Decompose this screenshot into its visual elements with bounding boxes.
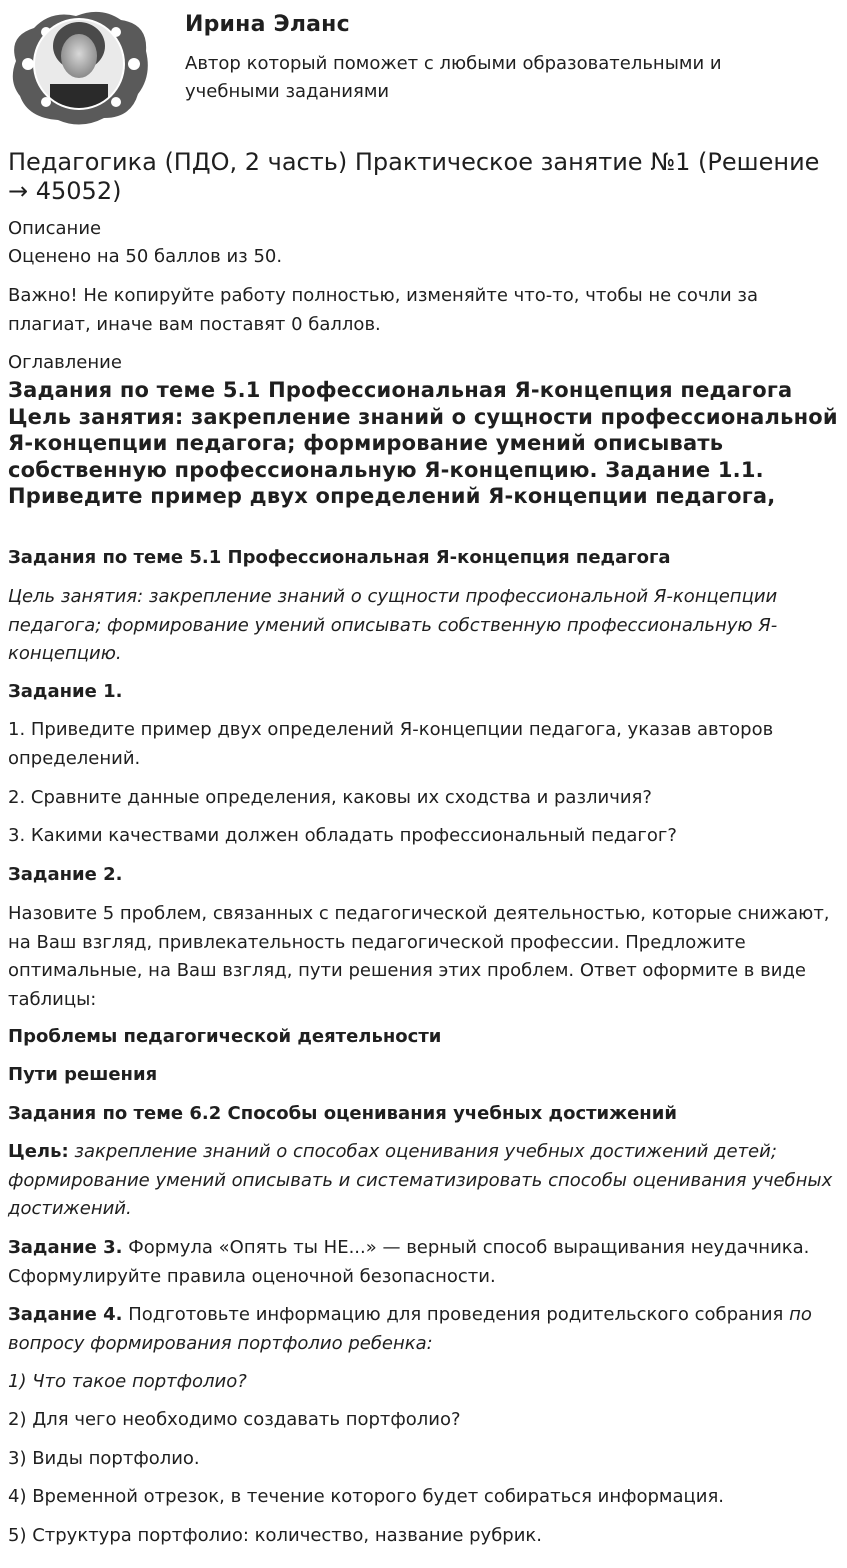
task1-label: Задание 1. <box>8 681 123 702</box>
task2-label: Задание 2. <box>8 864 123 885</box>
task4-italic: по вопросу формирования портфолио ребенка: <box>8 1304 812 1354</box>
task2-text: Назовите 5 проблем, связанных с педагогической деятельностью, которые снижают, на Ваш взгляд, привлекательность педагогической профессии. Предложите оптимальные, на Ваш взгляд, пути решения этих проблем. Ответ оформите в виде таблицы: <box>8 903 830 1010</box>
task3 <box>8 1234 833 1291</box>
task3-text: Формула «Опять ты НЕ...» — верный способ выращивания неудачника. Сформулируйте правила оценочной безопасности. <box>8 1237 810 1287</box>
list-item-3: 3) Виды портфолио. <box>8 1448 200 1469</box>
task4-label: Задание 4. <box>8 1304 123 1325</box>
description-label: Описание <box>8 218 102 239</box>
author-card <box>0 0 847 140</box>
task1-item-1: 1. Приведите пример двух определений Я-концепции педагога, указав авторов определений. <box>8 719 774 769</box>
warning-text: Важно! Не копируйте работу полностью, изменяйте что-то, чтобы не сочли за плагиат, иначе вам поставят 0 баллов. <box>8 285 759 335</box>
task1-item-3: 3. Какими качествами должен обладать профессиональный педагог? <box>8 825 677 846</box>
toc-heading: Задания по теме 5.1 Профессиональная Я-концепция педагога Цель занятия: закрепление знаний о сущности профессиональной Я-концепции педагога; формирование умений описывать собственную профессиональную Я-концепцию. Задание 1.1. Приведите пример двух определений Я-концепции педагога, <box>8 378 838 508</box>
topic2-heading: Задания по теме 6.2 Способы оценивания учебных достижений <box>8 1103 677 1124</box>
topic2-goal-label: Цель: <box>8 1141 69 1162</box>
task3-label: Задание 3. <box>8 1237 123 1258</box>
page-title: Педагогика (ПДО, 2 часть) Практическое занятие №1 (Решение → 45052) <box>8 148 820 205</box>
task1-item-2: 2. Сравните данные определения, каковы их сходства и различия? <box>8 787 652 808</box>
author-description: Автор который поможет с любыми образовательными и учебными заданиями <box>185 53 722 102</box>
score-text: Оценено на 50 баллов из 50. <box>8 246 283 267</box>
task4 <box>8 1301 833 1358</box>
topic2-goal-text: закрепление знаний о способах оценивания учебных достижений детей; формирование умений описывать и систематизировать способы оценивания учебных достижений. <box>8 1141 833 1219</box>
toc-label: Оглавление <box>8 352 122 373</box>
list-item-4: 4) Временной отрезок, в течение которого будет собираться информация. <box>8 1486 725 1507</box>
author-avatar[interactable] <box>6 6 152 128</box>
topic2-goal <box>8 1138 833 1224</box>
table-header-problems: Проблемы педагогической деятельности <box>8 1026 442 1047</box>
topic1-goal: Цель занятия: закрепление знаний о сущности профессиональной Я-концепции педагога; формирование умений описывать собственную профессиональную Я-концепцию. <box>8 586 778 664</box>
topic1-heading: Задания по теме 5.1 Профессиональная Я-концепция педагога <box>8 547 671 568</box>
task4-text: Подготовьте информацию для проведения родительского собрания <box>122 1304 790 1325</box>
author-name[interactable]: Ирина Эланс <box>185 12 350 37</box>
list-item-1: 1) Что такое портфолио? <box>8 1371 247 1392</box>
list-item-2: 2) Для чего необходимо создавать портфолио? <box>8 1409 461 1430</box>
table-header-solutions: Пути решения <box>8 1064 158 1085</box>
list-item-5: 5) Структура портфолио: количество, название рубрик. <box>8 1525 543 1546</box>
